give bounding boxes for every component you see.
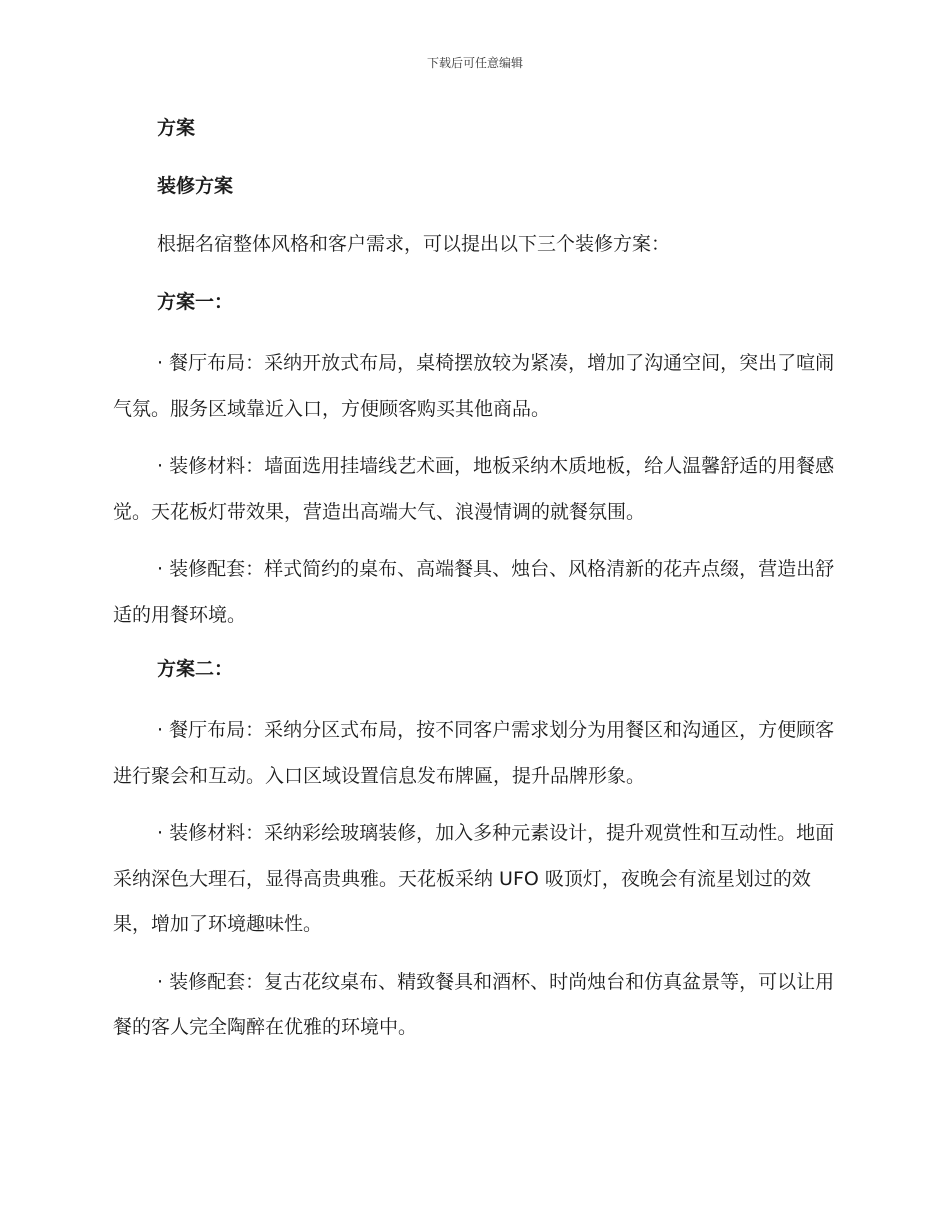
page-header-note: 下载后可任意编辑 [426,56,523,70]
plan2-heading: 方案二： [157,658,234,680]
plan1-layout-paragraph: · 餐厅布局：采纳开放式布局，桌椅摆放较为紧凑，增加了沟通空间，突出了喧闹气氛。服务区域靠近入口，方便顾客购买其他商品。 [113,352,835,420]
plan2-materials-paragraph: · 装修材料：采纳彩绘玻璃装修，加入多种元素设计，提升观赏性和互动性。地面采纳深色大理石，显得高贵典雅。天花板采纳 UFO 吸顶灯，夜晚会有流星划过的效果，增加了环境趣味性。 [113,822,835,935]
plan1-materials-paragraph: · 装修材料：墙面选用挂墙线艺术画，地板采纳木质地板，给人温馨舒适的用餐感觉。天花板灯带效果，营造出高端大气、浪漫情调的就餐氛围。 [113,455,835,523]
plan1-heading: 方案一： [157,291,234,313]
intro-paragraph: 根据名宿整体风格和客户需求，可以提出以下三个装修方案： [157,233,671,255]
plan2-accessories-paragraph: · 装修配套：复古花纹桌布、精致餐具和酒杯、时尚烛台和仿真盆景等，可以让用餐的客人完全陶醉在优雅的环境中。 [113,970,835,1038]
plan1-accessories-paragraph: · 装修配套：样式简约的桌布、高端餐具、烛台、风格清新的花卉点缀，营造出舒适的用餐环境。 [113,558,835,626]
document-body [113,109,843,1063]
section-title: 装修方案 [157,175,234,197]
document-title: 方案 [157,117,196,139]
plan2-layout-paragraph: · 餐厅布局：采纳分区式布局，按不同客户需求划分为用餐区和沟通区，方便顾客进行聚会和互动。入口区域设置信息发布牌匾，提升品牌形象。 [113,719,835,787]
